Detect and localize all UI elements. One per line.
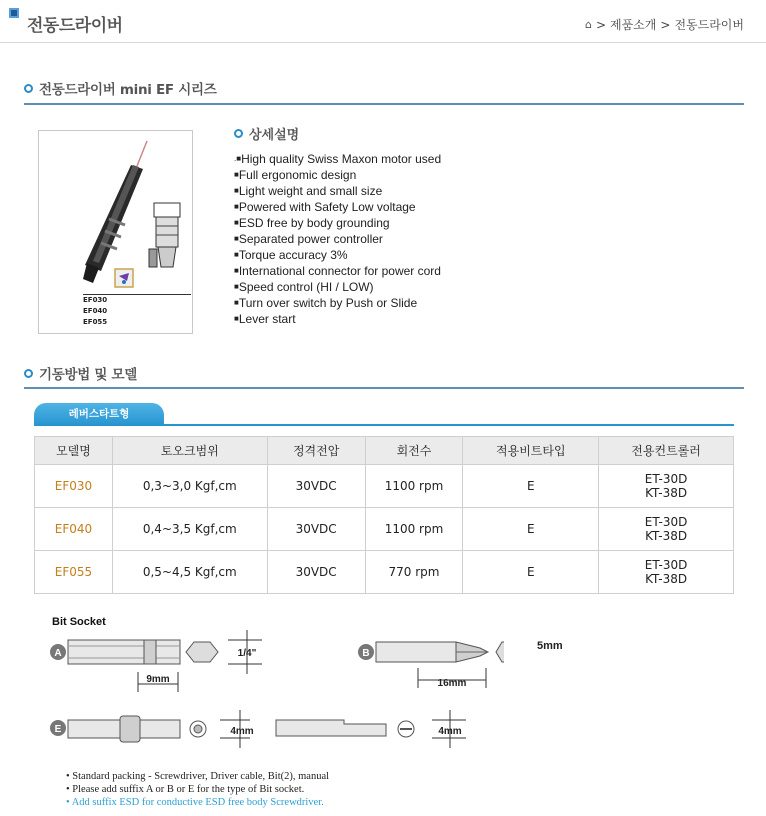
screwdriver-illustration (39, 131, 192, 333)
col-controller: 전용컨트롤러 (599, 437, 734, 465)
feature-item: ■ Turn over switch by Push or Slide (234, 295, 441, 311)
note-item-highlight: • Add suffix ESD for conductive ESD free body Screwdriver. (66, 797, 324, 808)
cell-torque: 0,3~3,0 Kgf,cm (112, 465, 267, 508)
controller-value: KT-38D (645, 572, 688, 586)
feature-item: ■ Speed control (HI / LOW) (234, 279, 441, 295)
breadcrumb-item-current[interactable]: 전동드라이버 (674, 18, 744, 32)
dim-e-size: 4mm (230, 726, 254, 737)
cell-bit: E (463, 551, 599, 594)
bit-socket-title: Bit Socket (52, 616, 106, 628)
model-label: EF030 (83, 296, 108, 304)
cell-rpm: 1100 rpm (365, 465, 463, 508)
label-a: A (54, 648, 62, 659)
tab-underline (34, 424, 734, 426)
title-square-icon (9, 8, 19, 18)
page-header (0, 0, 766, 43)
model-table (34, 436, 734, 594)
section-divider (24, 103, 744, 105)
hex-icon (186, 642, 218, 662)
model-label: EF040 (83, 307, 108, 315)
breadcrumb (585, 16, 744, 33)
cell-model[interactable]: EF055 (35, 551, 113, 594)
cell-bit: E (463, 465, 599, 508)
cell-controller (599, 465, 734, 508)
feature-item: .■ High quality Swiss Maxon motor used (234, 151, 441, 167)
section-title-text: 기동방법 및 모델 (39, 367, 137, 383)
dim-e-size2: 4mm (438, 726, 462, 737)
breadcrumb-item-products[interactable]: 제품소개 (610, 18, 657, 32)
section-title-models (24, 363, 137, 383)
cell-rpm: 1100 rpm (365, 508, 463, 551)
product-model-labels (83, 295, 107, 328)
feature-item: ■ Torque accuracy 3% (234, 247, 441, 263)
controller-value: ET-30D (644, 515, 688, 529)
notes (66, 770, 329, 809)
col-rpm: 회전수 (365, 437, 463, 465)
note-item: • Standard packing - Screwdriver, Driver cable, Bit(2), manual (66, 771, 330, 782)
cell-bit: E (463, 508, 599, 551)
ring-bullet-icon (24, 369, 33, 378)
dim-b-length: 16mm (437, 678, 467, 689)
feature-item: ■ International connector for power cord (234, 263, 441, 279)
dim-a-size: 1/4" (237, 648, 257, 659)
hex-icon (496, 642, 504, 662)
cell-model[interactable]: EF030 (35, 465, 113, 508)
table-row (35, 551, 734, 594)
table-row (35, 508, 734, 551)
breadcrumb-sep-icon: > (660, 17, 671, 32)
cell-torque: 0,5~4,5 Kgf,cm (112, 551, 267, 594)
feature-item: ■ Light weight and small size (234, 183, 441, 199)
feature-item: ■ ESD free by body grounding (234, 215, 441, 231)
product-image-frame (38, 130, 193, 334)
cell-voltage: 30VDC (267, 508, 365, 551)
section-title-series (24, 78, 216, 98)
table-header-row (35, 437, 734, 465)
label-e: E (54, 724, 62, 735)
col-voltage: 정격전압 (267, 437, 365, 465)
bit-e-blade (276, 720, 386, 736)
home-icon[interactable]: ⌂ (584, 18, 592, 31)
cell-model[interactable]: EF040 (35, 508, 113, 551)
feature-item: ■ Separated power controller (234, 231, 441, 247)
tab-lever-start[interactable]: 레버스타트형 (34, 403, 164, 426)
cell-rpm: 770 rpm (365, 551, 463, 594)
bit-a-shank (68, 640, 180, 664)
stand-body (156, 217, 178, 247)
label-b: B (362, 648, 370, 659)
detail-title-text: 상세설명 (249, 128, 300, 143)
feature-item: ■ Full ergonomic design (234, 167, 441, 183)
section-divider (24, 387, 744, 389)
col-model: 모델명 (35, 437, 113, 465)
cell-torque: 0,4~3,5 Kgf,cm (112, 508, 267, 551)
col-bit: 적용비트타입 (463, 437, 599, 465)
cell-controller (599, 508, 734, 551)
bit-b-shank (376, 642, 456, 662)
model-label: EF055 (83, 318, 108, 326)
detail-title (234, 124, 299, 143)
breadcrumb-sep-icon: > (595, 17, 606, 32)
section-title-text: 전동드라이버 mini EF 시리즈 (39, 82, 217, 98)
controller-value: KT-38D (645, 529, 688, 543)
feature-item: ■ Powered with Safety Low voltage (234, 199, 441, 215)
dim-b-size: 5mm (537, 640, 563, 652)
cell-voltage: 30VDC (267, 465, 365, 508)
feature-list (234, 151, 441, 327)
ring-bullet-icon (234, 129, 243, 138)
col-torque: 토오크범위 (112, 437, 267, 465)
cell-controller (599, 551, 734, 594)
controller-value: ET-30D (644, 472, 688, 486)
feature-item: ■ Lever start (234, 311, 441, 327)
controller-value: ET-30D (644, 558, 688, 572)
page-title: 전동드라이버 (27, 16, 123, 36)
ring-bullet-icon (24, 84, 33, 93)
table-row (35, 465, 734, 508)
cell-voltage: 30VDC (267, 551, 365, 594)
controller-value: KT-38D (645, 486, 688, 500)
note-item: • Please add suffix A or B or E for the type of Bit socket. (66, 784, 305, 795)
dim-a-length: 9mm (146, 674, 170, 685)
